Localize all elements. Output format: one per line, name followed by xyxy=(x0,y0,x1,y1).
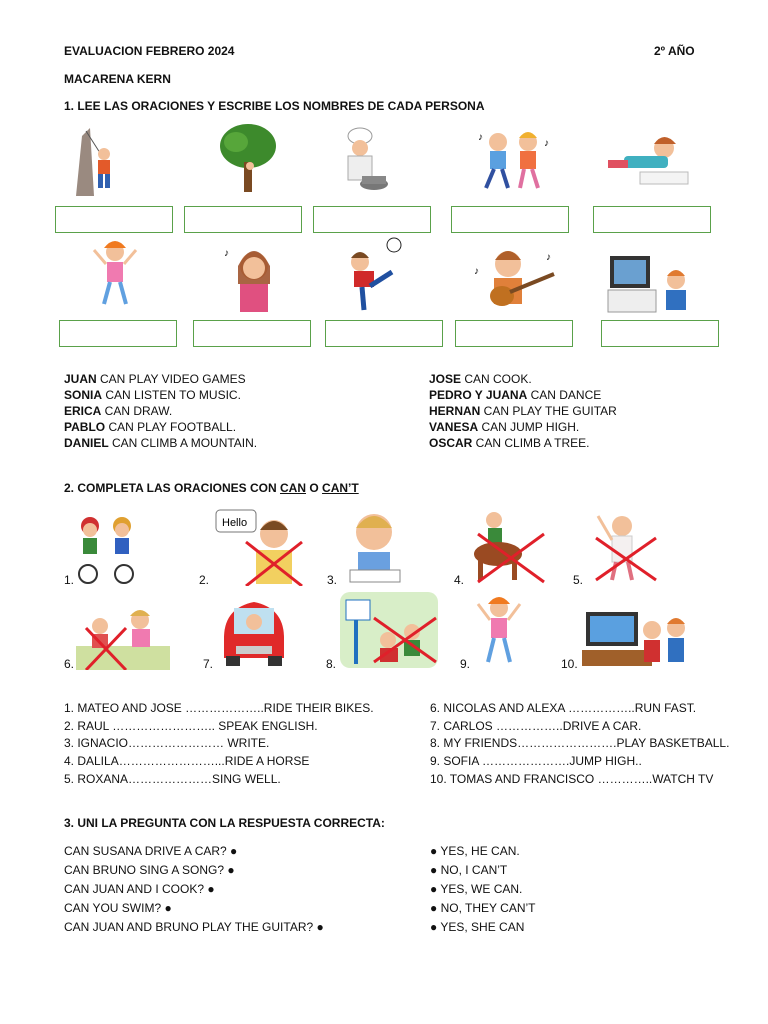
question-4[interactable]: CAN YOU SWIM? ● xyxy=(64,901,172,915)
answer-box-6[interactable] xyxy=(59,320,177,347)
fill-sentence-4: 4. DALILA……………………...RIDE A HORSE xyxy=(64,754,310,769)
kids-running-image xyxy=(76,606,170,670)
question-5[interactable]: CAN JUAN AND BRUNO PLAY THE GUITAR? ● xyxy=(64,920,324,934)
answer-3[interactable]: ● YES, WE CAN. xyxy=(430,882,523,896)
svg-text:♪: ♪ xyxy=(474,266,479,277)
sentence-left-3: ERICA CAN DRAW. xyxy=(64,404,173,418)
answer-box-7[interactable] xyxy=(193,320,311,347)
sentence-left-4: PABLO CAN PLAY FOOTBALL. xyxy=(64,420,237,434)
boy-hello-image xyxy=(212,506,308,586)
question-1[interactable]: CAN SUSANA DRIVE A CAR? ● xyxy=(64,844,238,858)
boy-football-image xyxy=(342,236,404,316)
chef-cooking-image xyxy=(334,126,392,194)
item-number-6: 6. xyxy=(64,657,75,671)
svg-text:♪: ♪ xyxy=(224,248,229,259)
answer-5[interactable]: ● YES, SHE CAN xyxy=(430,920,525,934)
item-number-2: 2. xyxy=(199,573,210,587)
sentence-right-5: OSCAR CAN CLIMB A TREE. xyxy=(429,436,590,450)
item-number-4: 4. xyxy=(454,573,465,587)
section3-heading: 3. UNI LA PREGUNTA CON LA RESPUESTA CORRECTA: xyxy=(64,816,385,830)
section1-heading: 1. LEE LAS ORACIONES Y ESCRIBE LOS NOMBRES DE CADA PERSONA xyxy=(64,99,485,113)
fill-sentence-6: 6. NICOLAS AND ALEXA ……………..RUN FAST. xyxy=(430,701,697,715)
boy-driving-car-image xyxy=(218,594,292,668)
kids-watching-tv-image xyxy=(582,612,692,668)
question-2[interactable]: CAN BRUNO SING A SONG? ● xyxy=(64,863,235,877)
answer-box-10[interactable] xyxy=(601,320,719,347)
item-number-5: 5. xyxy=(573,573,584,587)
fill-sentence-9: 9. SOFIA ………………….JUMP HIGH.. xyxy=(430,754,642,769)
kids-riding-bikes-image xyxy=(74,512,140,586)
sentence-left-1: JUAN CAN PLAY VIDEO GAMES xyxy=(64,372,246,386)
answer-box-8[interactable] xyxy=(325,320,443,347)
item-number-7: 7. xyxy=(203,657,214,671)
boy-guitar-image xyxy=(472,244,562,316)
fill-sentence-3: 3. IGNACIO…………………… WRITE. xyxy=(64,736,270,751)
girl-jumping-image xyxy=(90,238,140,310)
sentence-right-4: VANESA CAN JUMP HIGH. xyxy=(429,420,580,434)
section2-heading: 2. COMPLETA LAS ORACIONES CON CAN O CAN’T xyxy=(64,481,359,495)
section1-left-sentences xyxy=(64,371,257,451)
item-number-8: 8. xyxy=(326,657,337,671)
section3-questions xyxy=(64,842,324,937)
grade-label: 2º AÑO xyxy=(654,44,695,58)
answer-box-1[interactable] xyxy=(55,206,173,233)
item-number-9: 9. xyxy=(460,657,471,671)
boy-video-games-image xyxy=(606,250,690,316)
answer-box-4[interactable] xyxy=(451,206,569,233)
section2-right-sentences xyxy=(430,700,729,789)
answer-2[interactable]: ● NO, I CAN’T xyxy=(430,863,508,877)
svg-text:♪: ♪ xyxy=(544,138,549,149)
kids-dancing-image xyxy=(474,126,554,192)
climbing-mountain-image xyxy=(72,126,116,196)
svg-text:♪: ♪ xyxy=(478,132,483,143)
girl-drawing-image xyxy=(604,134,694,188)
student-name: MACARENA KERN xyxy=(64,72,171,86)
sentence-right-1: JOSE CAN COOK. xyxy=(429,372,532,386)
sentence-right-2: PEDRO Y JUANA CAN DANCE xyxy=(429,388,602,402)
girl-singing-image xyxy=(590,508,660,584)
girl-riding-horse-image xyxy=(468,508,548,584)
girl-listening-music-image xyxy=(222,242,280,316)
fill-sentence-5: 5. ROXANA…………………SING WELL. xyxy=(64,771,281,786)
sentence-left-2: SONIA CAN LISTEN TO MUSIC. xyxy=(64,388,241,402)
section1-right-sentences xyxy=(429,371,617,451)
section3-answers xyxy=(430,842,536,937)
hello-bubble-text: Hello xyxy=(222,517,248,529)
item-number-10: 10. xyxy=(561,657,578,671)
answer-box-3[interactable] xyxy=(313,206,431,233)
fill-sentence-10: 10. TOMAS AND FRANCISCO …………..WATCH TV xyxy=(430,771,714,786)
boy-writing-image xyxy=(340,506,410,584)
girl-jumping-small-image xyxy=(474,594,524,670)
question-3[interactable]: CAN JUAN AND I COOK? ● xyxy=(64,882,215,896)
svg-text:♪: ♪ xyxy=(546,252,551,263)
fill-sentence-8: 8. MY FRIENDS…………………….PLAY BASKETBALL. xyxy=(430,736,730,751)
answer-4[interactable]: ● NO, THEY CAN’T xyxy=(430,901,536,915)
item-number-1: 1. xyxy=(64,573,75,587)
fill-sentence-1: 1. MATEO AND JOSE ………………..RIDE THEIR BIKES. xyxy=(64,701,374,715)
section2-left-sentences xyxy=(64,700,374,789)
answer-1[interactable]: ● YES, HE CAN. xyxy=(430,844,520,858)
tree-image xyxy=(218,122,278,194)
fill-sentence-2: 2. RAUL …………………….. SPEAK ENGLISH. xyxy=(64,718,318,733)
sentence-right-3: HERNAN CAN PLAY THE GUITAR xyxy=(429,404,617,418)
item-number-3: 3. xyxy=(327,573,338,587)
answer-box-2[interactable] xyxy=(184,206,302,233)
kids-basketball-image xyxy=(340,592,438,668)
answer-box-5[interactable] xyxy=(593,206,711,233)
fill-sentence-7: 7. CARLOS ……………..DRIVE A CAR. xyxy=(430,718,642,733)
answer-box-9[interactable] xyxy=(455,320,573,347)
evaluation-title: EVALUACION FEBRERO 2024 xyxy=(64,44,235,58)
sentence-left-5: DANIEL CAN CLIMB A MOUNTAIN. xyxy=(64,436,258,450)
